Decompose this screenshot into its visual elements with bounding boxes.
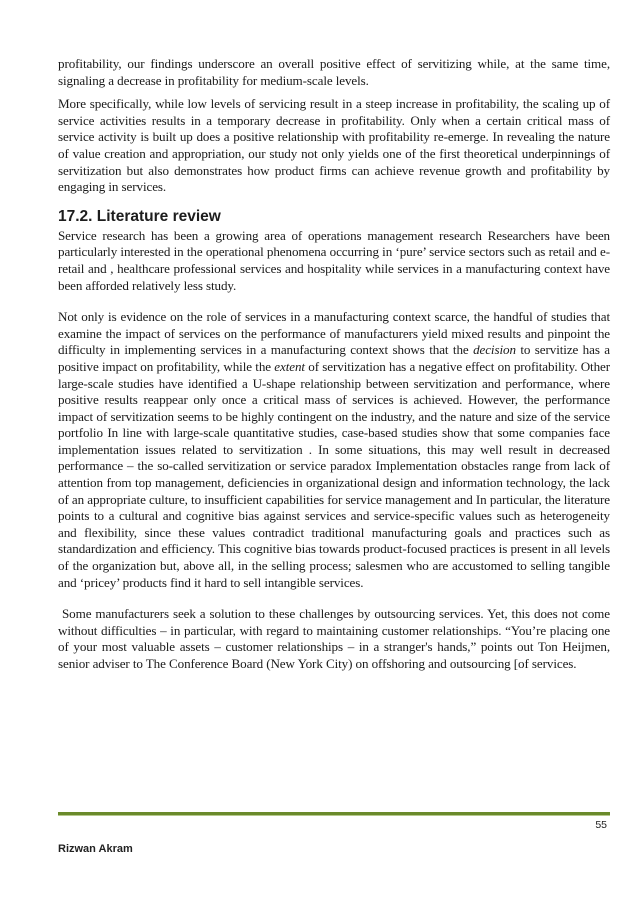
page-number: 55 <box>595 819 607 831</box>
page-body <box>58 56 614 680</box>
paragraph-intro-2: More specifically, while low levels of servicing result in a steep increase in profitability, the scaling up of service activities results in a temporary decrease in profitability. Only when a certain critical mass of service activity is built up does a positive relationship with profitability re-emerge. In revealing the nature of value creation and appropriation, our study not only yields one of the first theoretical underpinnings of servitization but also demonstrates how product firms can achieve revenue growth and profitability by engaging in services. <box>58 96 610 195</box>
paragraph-outsourcing: Some manufacturers seek a solution to these challenges by outsourcing services. Yet, this does not come without difficulties – in particular, with regard to maintaining customer relationships. “You’re placing one of your most valuable assets – customer relationships – in a stranger's hands,” points out Ton Heijmen, senior adviser to The Conference Board (New York City) on offshoring and outsourcing [of services. <box>58 606 614 671</box>
evidence-text-1: Not only is evidence on the role of services in a manufacturing context scarce, the handful of studies that examine the impact of services on the performance of manufacturers yield mixed results and pinpoint the difficulty in implementing services in a manufacturing context shows that the <box>58 309 610 358</box>
evidence-italic-decision: decision <box>473 342 516 358</box>
paragraph-evidence <box>58 309 610 591</box>
footer-author: Rizwan Akram <box>58 843 133 855</box>
footer-rule-light <box>58 815 610 816</box>
evidence-text-2: to servitize has a positive impact on profitability, while the <box>58 342 610 374</box>
evidence-text-3: of servitization has a negative effect on profitability. Other large-scale studies have identified a U-shape relationship between servitization and performance, where positive results reappear only once a critical mass of services is achieved. However, the performance impact of servitization seems to be highly contingent on the industry, and the nature and size of the service portfolio In line with large-scale quantitative studies, case-based studies show that some companies face implementation issues related to servitization . In some situations, this may well result in decreased performance – the so-called servitization or service paradox Implementation obstacles range from lack of attention from top management, deficiencies in organizational design and information technology, the lack of an appropriate culture, to insufficient capabilities for service management and In particular, the literature points to a cultural and cognitive bias against services and service-specific values such as heterogeneity and flexibility, since these values contradict traditional manufacturing goals and practices such as standardization and efficiency. This cognitive bias towards product-focused practices is present in all levels of the organization but, above all, in the selling process; salesmen who are accustomed to selling tangible and ‘pricey’ products find it hard to sell intangible services. <box>58 358 611 590</box>
section-heading: 17.2. Literature review <box>58 207 221 225</box>
paragraph-intro-1: profitability, our findings underscore an overall positive effect of servitizing while, at the same time, signaling a decrease in profitability for medium-scale levels. <box>58 56 610 88</box>
paragraph-service-research: Service research has been a growing area of operations management research Researchers have been particularly interested in the operational phenomena occurring in ‘pure’ service sectors such as retail and e-retail and , healthcare professional services and hospitality while services in a manufacturing context have been afforded relatively less study. <box>58 227 610 293</box>
evidence-italic-extent: extent <box>274 358 305 374</box>
